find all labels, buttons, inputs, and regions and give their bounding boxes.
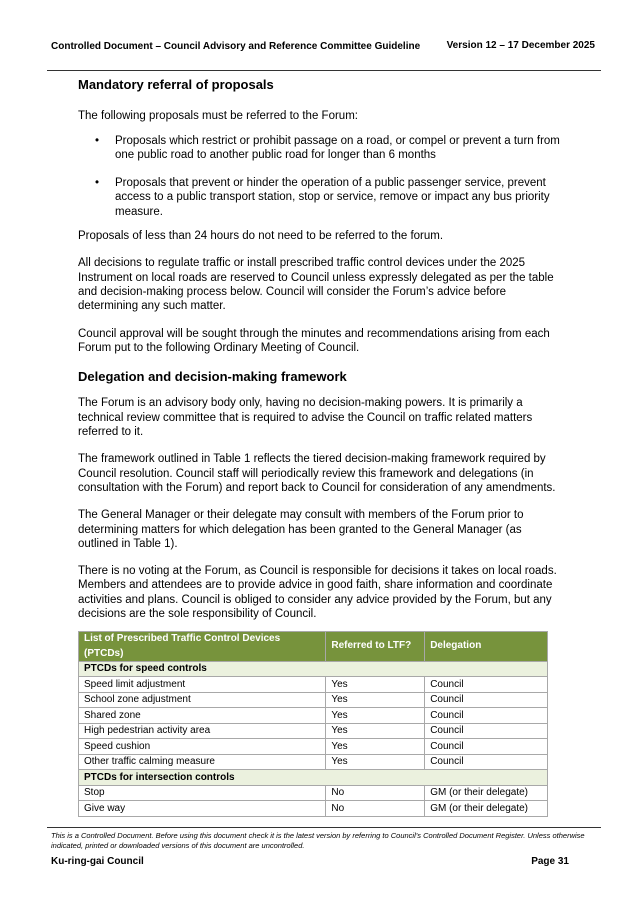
table-group-row [79,661,548,677]
table-row [79,708,548,724]
paragraph: All decisions to regulate traffic or install prescribed traffic control devices under the 2025 Instrument on local roads are reserved to Council unless expressly delegated as per the table and decision-making process below. Council will consider the Forum’s advice before determining any such matter. [78,257,554,313]
table-cell: GM (or their delegate) [425,785,548,801]
table-cell: Stop [79,785,326,801]
table-row [79,692,548,708]
paragraph: The General Manager or their delegate may consult with members of the Forum prior to determining matters for which delegation has been granted to the General Manager (as outlined in Table 1). [78,509,524,550]
organisation-name: Ku-ring-gai Council [51,856,144,867]
table-group-row [79,770,548,786]
bullet-text: Proposals that prevent or hinder the operation of a public passenger service, prevent access to a public transport station, stop or service, remove or impact any bus priority measure. [115,177,550,218]
header-divider [47,70,601,71]
table-cell: Speed cushion [79,739,326,755]
bullet-icon: • [95,177,100,190]
table-cell: Council [425,739,548,755]
table-cell: Yes [326,677,425,693]
table-cell: School zone adjustment [79,692,326,708]
paragraph: Council approval will be sought through the minutes and recommendations arising from each Forum put to the following Ordinary Meeting of Council. [78,327,550,354]
table-cell: No [326,801,425,817]
paragraph: Proposals of less than 24 hours do not need to be referred to the forum. [78,230,444,243]
column-header: Referred to LTF? [326,632,425,662]
table-cell: Yes [326,723,425,739]
paragraph: There is no voting at the Forum, as Council is responsible for decisions it takes on local roads. Members and attendees are to provide advice in good faith, share information and coordinate activities and plans. Council is obliged to consider any advice provided by the Forum, but any decisions are the sole responsibility of Council. [78,565,557,621]
controlled-document-note: This is a Controlled Document. Before using this document check it is the latest version by referring to Council’s Controlled Document Register. Unless otherwise indicated, printed or downloaded versions of this document are uncontrolled. [51,831,585,850]
table-row [79,785,548,801]
paragraph-intro: The following proposals must be referred to the Forum: [78,110,358,123]
table-cell: Council [425,677,548,693]
column-header: List of Prescribed Traffic Control Devices (PTCDs) [79,632,326,662]
table-cell: Speed limit adjustment [79,677,326,693]
bullet-icon: • [95,134,100,147]
table-cell: Other traffic calming measure [79,754,326,770]
table-header-row [79,632,548,662]
bullet-text: Proposals which restrict or prohibit passage on a road, or compel or prevent a turn from one public road to another public road for longer than 6 months [115,134,560,161]
table-cell: GM (or their delegate) [425,801,548,817]
section-heading-delegation: Delegation and decision-making framework [78,369,347,385]
table-cell: Yes [326,692,425,708]
paragraph: The framework outlined in Table 1 reflects the tiered decision-making framework required by Council resolution. Council staff will periodically review this framework and delegations (in consultation with the Forum) and report back to Council for consideration of any amendments. [78,453,556,494]
document-version: Version 12 – 17 December 2025 [446,40,595,51]
bullet-item [78,176,562,219]
table-row [79,677,548,693]
document-header-title: Controlled Document – Council Advisory and Reference Committee Guideline [51,41,421,52]
table-row [79,801,548,817]
table-cell: Council [425,723,548,739]
table-cell: Yes [326,754,425,770]
table-cell: High pedestrian activity area [79,723,326,739]
table-row [79,754,548,770]
table-cell: Council [425,754,548,770]
paragraph: The Forum is an advisory body only, having no decision-making powers. It is primarily a technical review committee that is required to advise the Council on traffic related matters referred to it. [78,397,533,439]
table-cell: No [326,785,425,801]
group-title: PTCDs for speed controls [79,661,548,677]
column-header: Delegation [425,632,548,662]
group-title: PTCDs for intersection controls [79,770,548,786]
table-cell: Yes [326,739,425,755]
table-cell: Yes [326,708,425,724]
table-cell: Council [425,708,548,724]
page-number: Page 31 [531,856,569,867]
page-body [78,78,562,817]
table-cell: Give way [79,801,326,817]
table-row [79,723,548,739]
footer-divider [47,827,601,828]
table-cell: Shared zone [79,708,326,724]
table-cell: Council [425,692,548,708]
table-row [79,739,548,755]
section-heading-mandatory-referral: Mandatory referral of proposals [78,77,274,92]
bullet-item [78,134,562,163]
referral-bullet-list [78,134,562,219]
ptcd-delegation-table [78,631,548,817]
